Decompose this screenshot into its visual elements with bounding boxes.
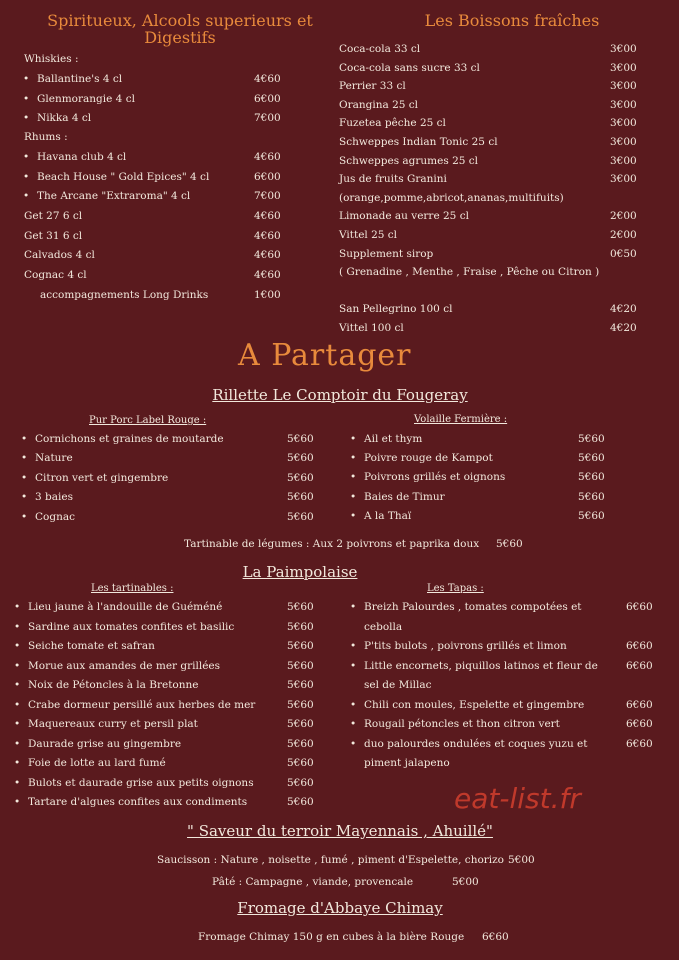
volaille-label: Volaille Fermière : [414, 414, 508, 425]
tartinable-legumes-price: 5€60 [496, 538, 523, 550]
volaille-item-name: • A la Thaï [364, 510, 411, 522]
whisky-item-price: 6€00 [254, 92, 281, 105]
fresh-large-item-price: 4€20 [610, 303, 637, 315]
tartinable-item-price: 5€60 [287, 776, 314, 789]
fresh-item-price: 0€50 [610, 247, 637, 260]
fresh-item-price: 3€00 [610, 80, 637, 93]
fresh-item-name: Limonade au verre 25 cl [339, 210, 469, 223]
whisky-item-price: 7€00 [254, 112, 281, 124]
volaille-item-name: • Poivre rouge de Kampot [364, 452, 493, 464]
pate-price: 5€00 [452, 876, 479, 888]
volaille-item-name: • Poivrons grillés et oignons [364, 471, 505, 483]
fresh-large-item-name: Vittel 100 cl [339, 321, 404, 334]
volaille-item-name: • Ail et thym [364, 433, 422, 445]
rhum-item-price: 4€60 [254, 151, 281, 163]
tapas-item-name: • duo palourdes ondulées et coques yuzu et [364, 738, 587, 750]
spirit-item-price: 4€60 [254, 268, 281, 281]
fresh-item-name: Perrier 33 cl [339, 80, 406, 93]
tartinable-item-price: 5€60 [287, 601, 314, 613]
tartinable-item-name: • Sardine aux tomates confites et basilic [28, 621, 234, 633]
rhums-label: Rhums : [24, 131, 68, 143]
whisky-item-price: 4€60 [254, 73, 281, 85]
tartinable-item-price: 5€60 [287, 679, 314, 691]
volaille-item-price: 5€60 [578, 452, 605, 465]
fresh-item-name: Vittel 25 cl [339, 229, 398, 241]
tartinable-item-price: 5€60 [287, 757, 314, 769]
tapas-item-price: 6€60 [626, 737, 653, 750]
rhum-item-price: 7€00 [254, 190, 281, 202]
tapas-item-cont-name: piment jalapeno [364, 757, 450, 769]
fresh-item-price: 3€00 [610, 43, 637, 55]
fresh-item-price: 3€00 [610, 117, 637, 130]
whisky-item-name: • Glenmorangie 4 cl [37, 93, 135, 105]
spirit-item-name: Calvados 4 cl [24, 249, 95, 261]
porc-item-price: 5€60 [287, 491, 314, 504]
paimpolaise-title: La Paimpolaise [242, 563, 358, 581]
fresh-item-price: 3€00 [610, 173, 637, 186]
rhum-item-name: • The Arcane "Extraroma" 4 cl [37, 190, 190, 202]
fresh-item-name: ( Grenadine , Menthe , Fraise , Pêche ou Citron ) [339, 266, 600, 279]
fresh-item-price: 3€00 [610, 136, 637, 148]
tapas-item-name: • Little encornets, piquillos latinos et fleur de [364, 660, 598, 672]
tapas-item-cont-name: cebolla [364, 620, 403, 633]
fresh-item-price: 3€00 [610, 154, 637, 167]
fresh-item-name: (orange,pomme,abricot,ananas,multifuits) [339, 191, 564, 204]
volaille-item-price: 5€60 [578, 471, 605, 484]
spirit-item-name: Get 27 6 cl [24, 210, 83, 222]
porc-item-price: 5€60 [287, 452, 314, 465]
fresh-item-price: 2€00 [610, 229, 637, 241]
tartinable-item-price: 5€60 [287, 718, 314, 730]
saucisson-price: 5€00 [508, 854, 535, 866]
fresh-item-name: Coca-cola 33 cl [339, 43, 421, 55]
tapas-item-name: • Breizh Palourdes , tomates compotées et [364, 601, 582, 613]
tartinable-item-name: • Noix de Pétoncles à la Bretonne [28, 679, 198, 691]
tartinable-item-price: 5€60 [287, 698, 314, 711]
fresh-item-price: 3€00 [610, 61, 637, 74]
terroir-title: " Saveur du terroir Mayennais , Ahuillé" [187, 822, 493, 840]
fresh-item-price: 2€00 [610, 210, 637, 223]
spirit-item-price: 4€60 [254, 229, 281, 242]
tapas-item-price: 6€60 [626, 601, 653, 613]
volaille-item-price: 5€60 [578, 490, 605, 503]
pate-line: Pâté : Campagne , viande, provencale [212, 876, 414, 888]
tartinable-item-name: • Bulots et daurade grise aux petits oignons [28, 777, 254, 789]
rhum-item-name: • Havana club 4 cl [37, 151, 126, 163]
volaille-item-name: • Baies de Timur [364, 491, 445, 503]
spirit-item-name: Get 31 6 cl [24, 229, 83, 242]
fresh-large-item-name: San Pellegrino 100 cl [339, 303, 453, 315]
porc-item-price: 5€60 [287, 433, 314, 445]
tartinable-item-price: 5€60 [287, 659, 314, 672]
tapas-label: Les Tapas : [427, 583, 484, 594]
tartinable-item-price: 5€60 [287, 620, 314, 633]
porc-item-name: • Cornichons et graines de moutarde [35, 433, 224, 445]
tartinable-item-price: 5€60 [287, 640, 314, 652]
whisky-item-name: • Ballantine's 4 cl [37, 73, 122, 85]
porc-item-price: 5€60 [287, 471, 314, 484]
porc-item-name: • Citron vert et gingembre [35, 472, 168, 484]
fresh-large-item-price: 4€20 [610, 321, 637, 334]
porc-item-name: • 3 baies [35, 491, 73, 503]
fresh-title: Les Boissons fraîches [424, 11, 600, 30]
watermark: eat-list.fr [454, 782, 581, 815]
tartinable-item-name: • Morue aux amandes de mer grillées [28, 660, 220, 672]
spirit-item-price: 4€60 [254, 210, 281, 222]
fresh-item-name: Fuzetea pêche 25 cl [339, 117, 446, 130]
volaille-item-price: 5€60 [578, 509, 605, 522]
fresh-item-name: Orangina 25 cl [339, 98, 419, 111]
porc-item-price: 5€60 [287, 510, 314, 523]
tapas-item-price: 6€60 [626, 640, 653, 652]
fromage-price: 6€60 [482, 931, 509, 943]
tartinable-item-name: • Foie de lotte au lard fumé [28, 757, 166, 769]
fresh-item-name: Jus de fruits Granini [339, 173, 447, 186]
saucisson-line: Saucisson : Nature , noisette , fumé , piment d'Espelette, chorizo [157, 854, 505, 866]
tapas-item-cont-name: sel de Millac [364, 679, 432, 691]
fresh-item-price: 3€00 [610, 98, 637, 111]
spirit-item-price: 4€60 [254, 249, 281, 261]
fromage-title: Fromage d'Abbaye Chimay [237, 899, 443, 917]
tapas-item-name: • Rougail pétoncles et thon citron vert [364, 718, 560, 730]
porc-item-name: • Cognac [35, 511, 75, 523]
rhum-item-price: 6€00 [254, 170, 281, 183]
spirits-title: Spiritueux, Alcools superieurs et Digestifs [47, 11, 313, 47]
tartinable-item-name: • Lieu jaune à l'andouille de Guéméné [28, 601, 222, 613]
whisky-item-name: • Nikka 4 cl [37, 112, 91, 124]
tartinable-legumes: Tartinable de légumes : Aux 2 poivrons et paprika doux [184, 538, 480, 550]
long-drinks-price: 1€00 [254, 289, 281, 301]
tapas-item-price: 6€60 [626, 698, 653, 711]
fresh-item-name: Schweppes Indian Tonic 25 cl [339, 136, 498, 148]
fresh-item-name: Schweppes agrumes 25 cl [339, 154, 479, 167]
fromage-line: Fromage Chimay 150 g en cubes à la bière Rouge [198, 931, 465, 943]
tapas-item-name: • P'tits bulots , poivrons grillés et limon [364, 640, 567, 652]
tartinable-item-name: • Maquereaux curry et persil plat [28, 718, 198, 730]
long-drinks-name: accompagnements Long Drinks [40, 289, 209, 301]
tartinable-item-price: 5€60 [287, 737, 314, 750]
porc-item-name: • Nature [35, 452, 73, 464]
fresh-item-name: Coca-cola sans sucre 33 cl [339, 61, 480, 74]
volaille-item-price: 5€60 [578, 433, 605, 445]
tartinable-item-name: • Daurade grise au gingembre [28, 738, 181, 750]
tartinable-item-name: • Tartare d'algues confites aux condiments [28, 796, 247, 808]
spirit-item-name: Cognac 4 cl [24, 268, 87, 281]
tapas-item-price: 6€60 [626, 659, 653, 672]
partager-title: A Partager [238, 338, 412, 373]
whiskies-label: Whiskies : [24, 53, 79, 65]
tartinables-label: Les tartinables : [91, 583, 174, 594]
rillette-title: Rillette Le Comptoir du Fougeray [212, 386, 468, 404]
tartinable-item-name: • Seiche tomate et safran [28, 640, 155, 652]
tartinable-item-price: 5€60 [287, 796, 314, 808]
tapas-item-price: 6€60 [626, 718, 653, 730]
fresh-item-name: Supplement sirop [339, 247, 434, 260]
tartinable-item-name: • Crabe dormeur persillé aux herbes de mer [28, 699, 255, 711]
porc-label: Pur Porc Label Rouge : [89, 415, 207, 426]
tapas-item-name: • Chili con moules, Espelette et gingembre [364, 699, 584, 711]
rhum-item-name: • Beach House " Gold Epices" 4 cl [37, 171, 209, 183]
